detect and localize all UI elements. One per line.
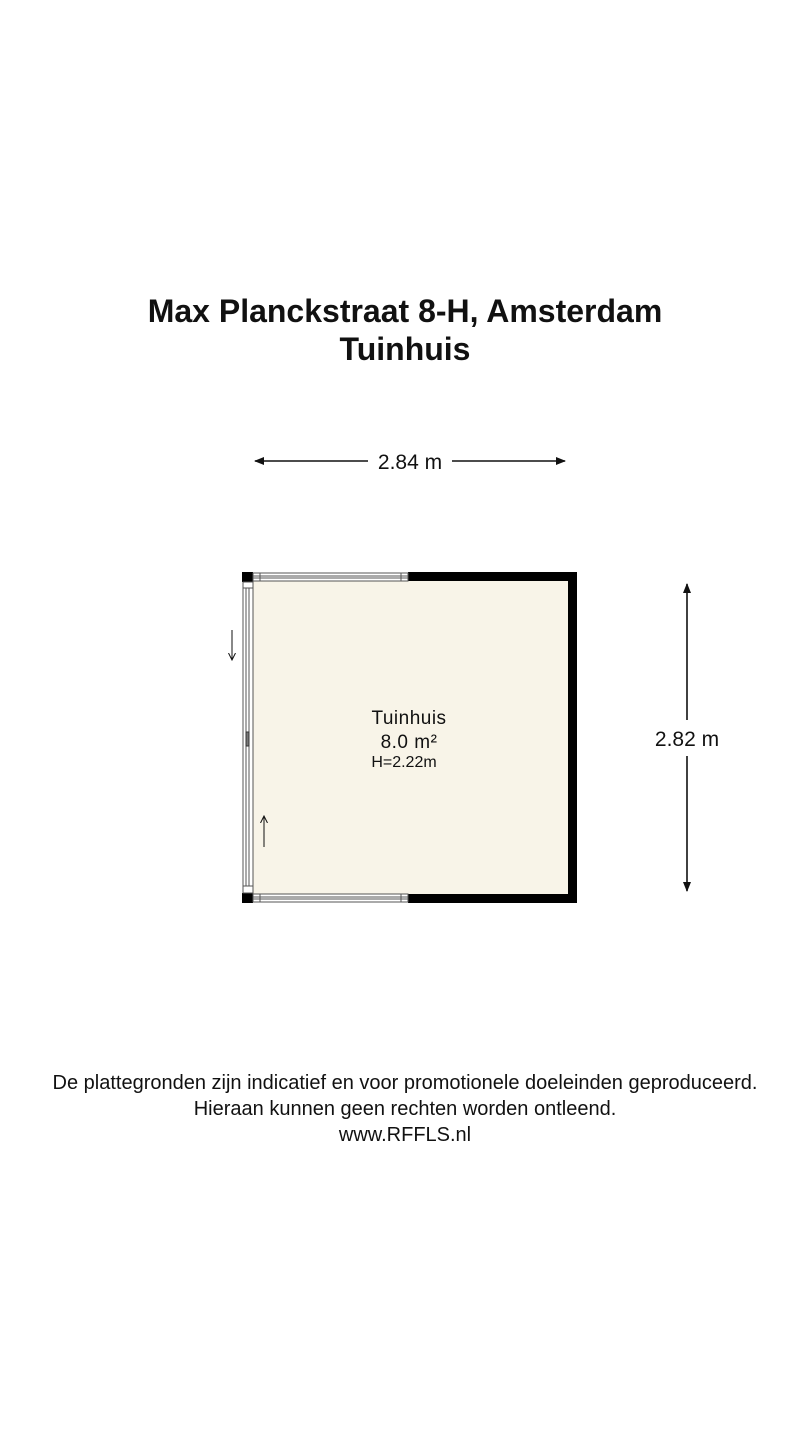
page-title: Max Planckstraat 8-H, Amsterdam (147, 293, 663, 329)
window-top (253, 573, 408, 581)
website-link[interactable]: www.RFFLS.nl (338, 1124, 472, 1146)
depth-dimension (655, 584, 719, 891)
wall-top-right (408, 572, 577, 581)
width-dimension-label: 2.84 m (377, 451, 443, 474)
wall-corner-top-left (242, 572, 253, 582)
room-height: H=2.22m (371, 754, 437, 771)
depth-dimension-label: 2.82 m (654, 728, 720, 751)
room-area: 8.0 m² (380, 732, 438, 753)
room-name: Tuinhuis (371, 708, 447, 729)
wall-corner-bottom-left (242, 893, 253, 903)
window-bottom (253, 894, 408, 902)
page-subtitle: Tuinhuis (339, 331, 471, 367)
disclaimer-line-1: De plattegronden zijn indicatief en voor promotionele doeleinden geproduceerd. (52, 1072, 758, 1094)
sliding-door-left-wall (243, 582, 253, 893)
wall-bottom-right (408, 894, 577, 903)
wall-right (568, 572, 577, 903)
disclaimer-line-2: Hieraan kunnen geen rechten worden ontleend. (193, 1098, 617, 1120)
width-dimension (255, 451, 565, 474)
